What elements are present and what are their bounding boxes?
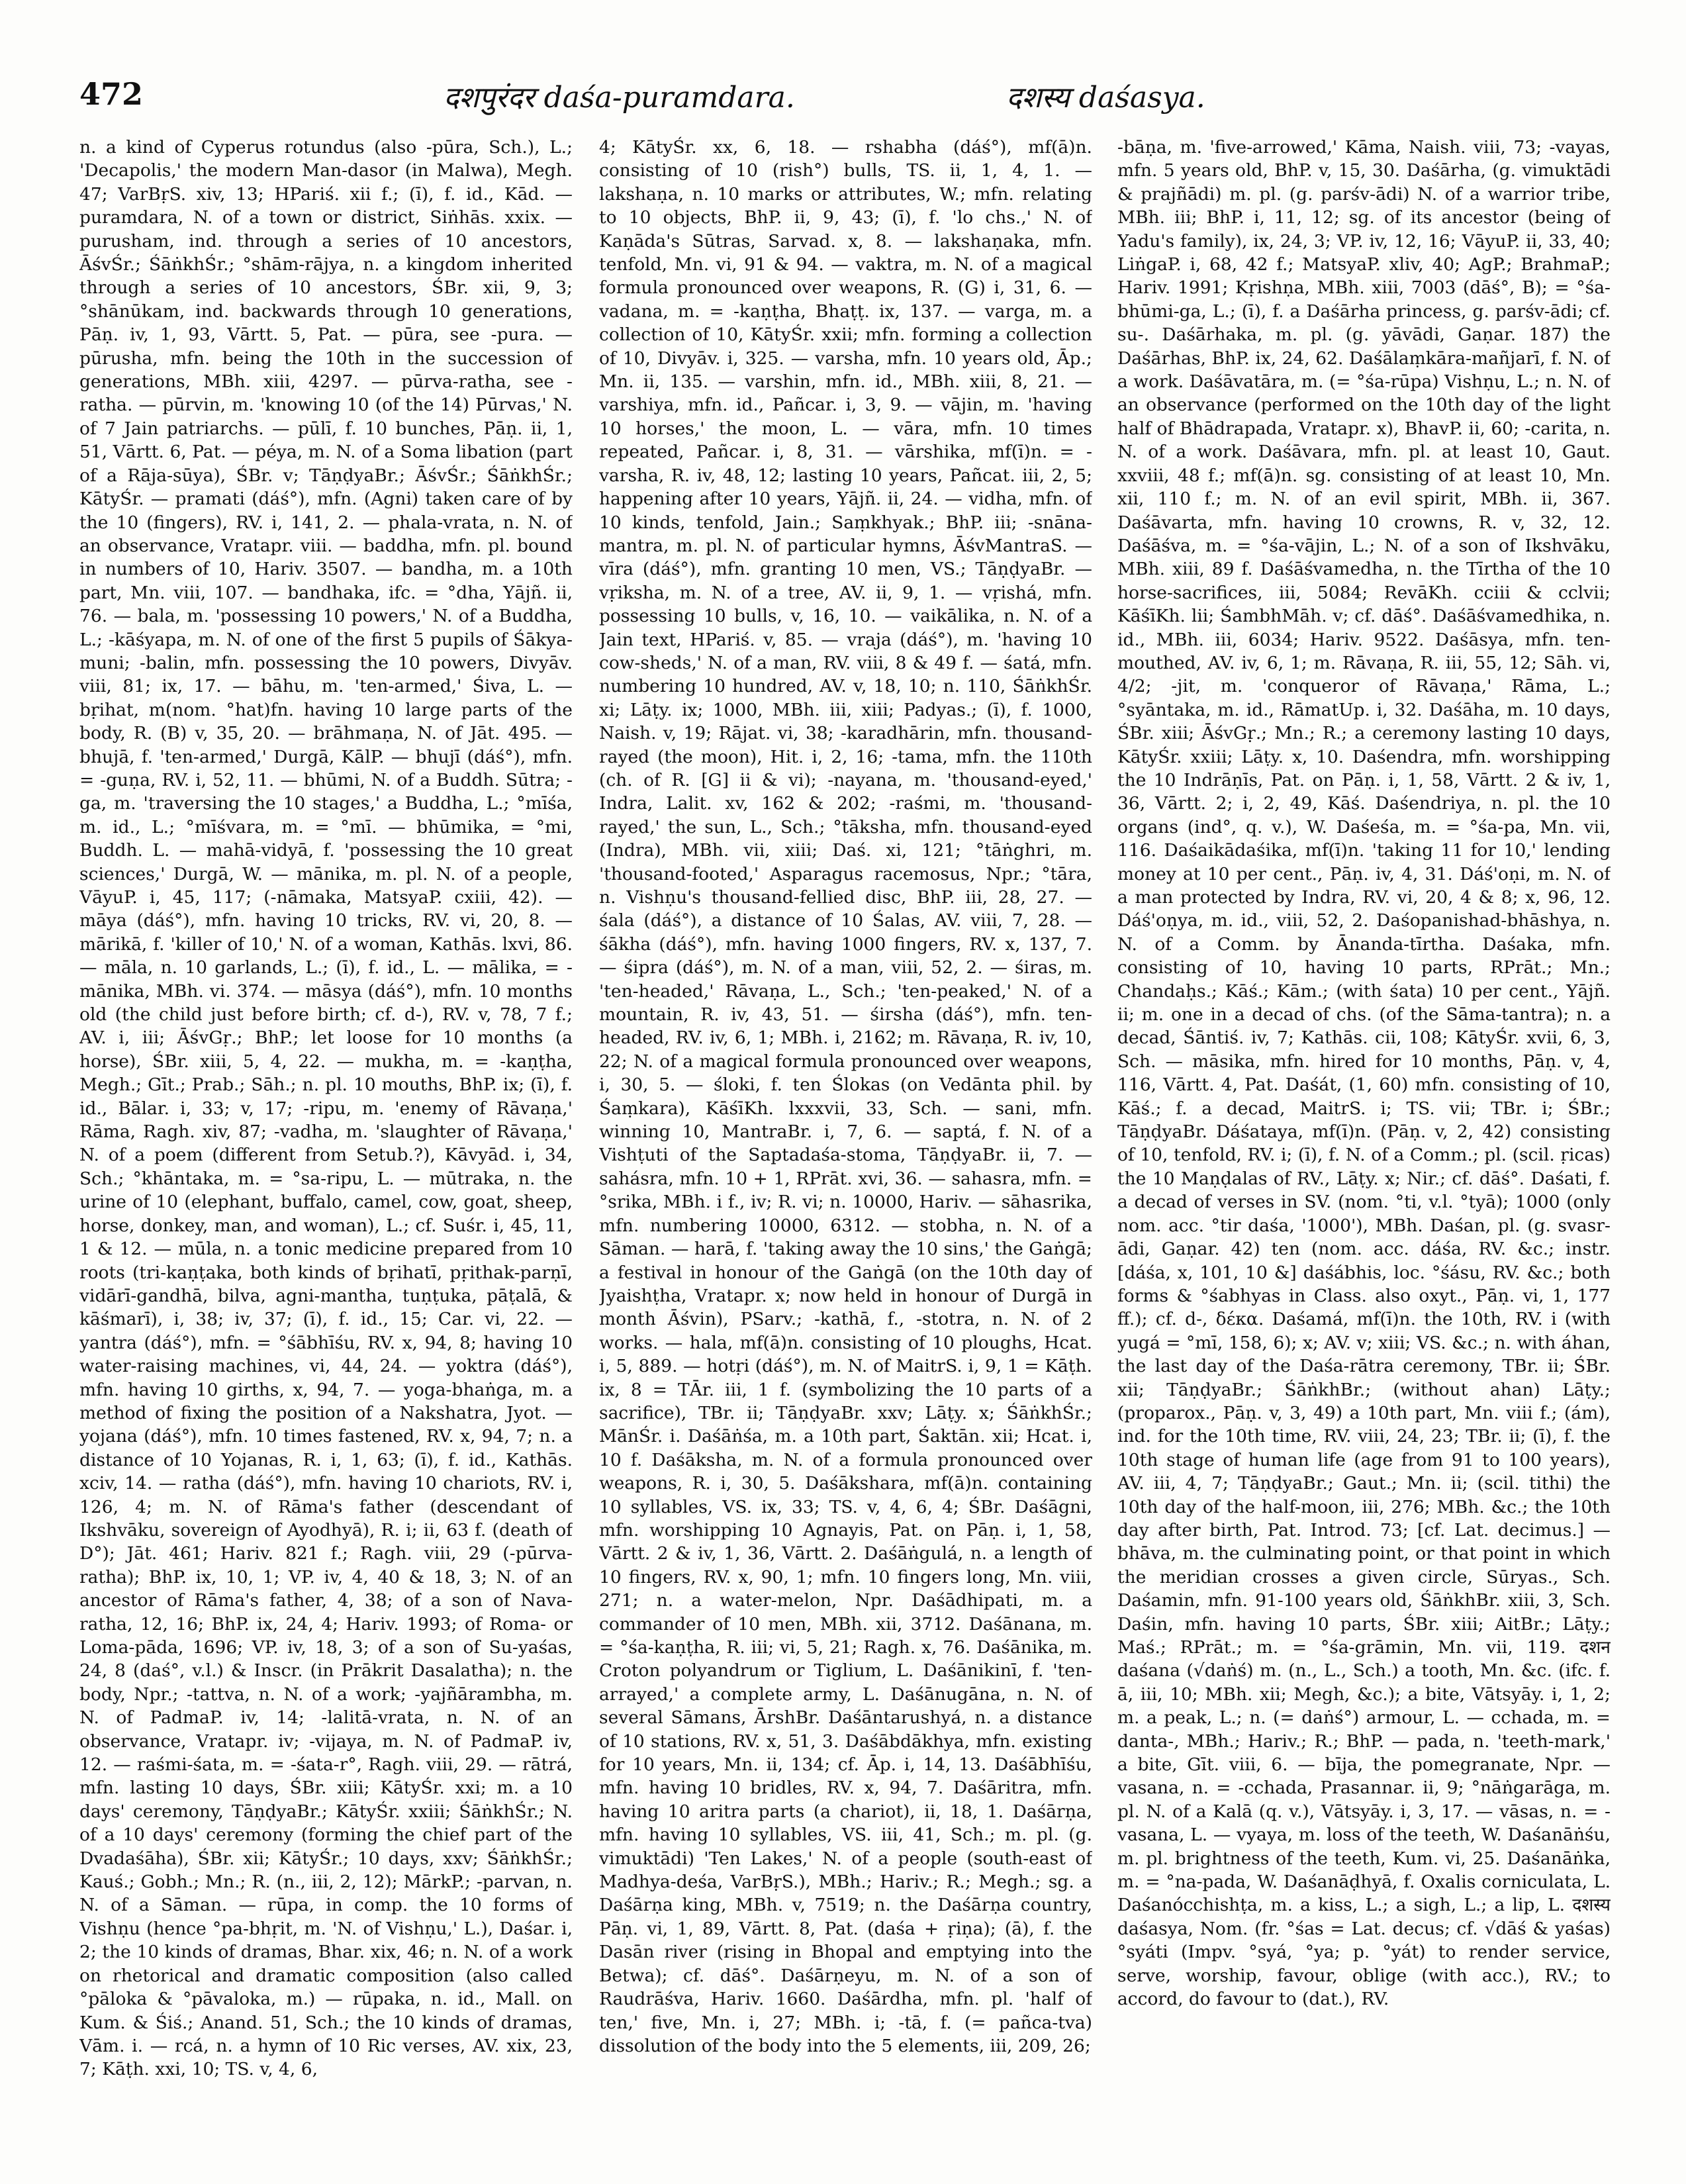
column-1 [79, 136, 573, 2155]
column-3-text: -bāṇa, m. 'five-arrowed,' Kāma, Naish. viii, 73; -vayas, mfn. 5 years old, BhP. v, 15, 30. Daśārha, (g. vimuktādi & prajñādi) m. pl. (g. parśv-ādi) N. of a warrior tribe, MBh. iii; BhP. i, 11, 12; sg. of its ancestor (being of Yadu's family), ix, 24, 3; VP. iv, 12, 16; VāyuP. ii, 33, 40; LiṅgaP. i, 68, 42 f.; MatsyaP. xliv, 40; AgP.; BrahmaP.; Hariv. 1991; Kṛishṇa, MBh. xiii, 7003 (dāś°, B); = °śa-bhūmi-ga, L.; (ī), f. a Daśārha princess, g. parśv-ādi; cf. su-. Daśārhaka, m. pl. (g. yāvādi, Gaṇar. 187) the Daśārhas, BhP. ix, 24, 62. Daśālaṃkāra-mañjarī, f. N. of a work. Daśāvatāra, m. (= °śa-rūpa) Vishṇu, L.; n. N. of an observance (performed on the 10th day of the light half of Bhādrapada, Vratapr. x), BhavP. ii, 60; -carita, n. N. of a work. Daśāvara, mfn. pl. at least 10, Gaut. xxviii, 48 f.; mf(ā)n. sg. consisting of at least 10, Mn. xii, 110 f.; m. N. of an evil spirit, MBh. ii, 367. Daśāvarta, mfn. having 10 crowns, R. v, 32, 12. Daśāśva, m. = °śa-vājin, L.; N. of a son of Ikshvāku, MBh. xiii, 89 f. Daśāśvamedha, n. the Tīrtha of the 10 horse-sacrifices, iii, 5084; RevāKh. cciii & cclvii; KāśīKh. lii; ŚambhMāh. v; cf. dāś°. Daśāśvamedhika, n. id., MBh. iii, 6034; Hariv. 9522. Daśāsya, mfn. ten-mouthed, AV. iv, 6, 1; m. Rāvaṇa, R. iii, 55, 12; Sāh. vi, 4/2; -jit, m. 'conqueror of Rāvaṇa,' Rāma, L.; °syāntaka, m. id., RāmatUp. i, 32. Daśāha, m. 10 days, ŚBr. xiii; ĀśvGṛ.; Mn.; R.; a ceremony lasting 10 days, KātyŚr. xxiii; Lāṭy. x, 10. Daśendra, mfn. worshipping the 10 Indrāṇīs, Pat. on Pāṇ. i, 1, 58, Vārtt. 2 & iv, 1, 36, Vārtt. 2; i, 2, 49, Kāś. Daśendriya, n. pl. the 10 organs (ind°, q. v.), W. Daśeśa, m. = °śa-pa, Mn. vii, 116. Daśaikādaśika, mf(ī)n. 'taking 11 for 10,' lending money at 10 per cent., Pāṇ. iv, 4, 31. Dáś'oṇi, m. N. of a man protected by Indra, RV. vi, 20, 4 & 8; x, 96, 12. Dáś'oṇya, m. id., viii, 52, 2. Daśopanishad-bhāshya, n. N. of a Comm. by Ānanda-tīrtha. Daśaka, mfn. consisting of 10, having 10 parts, RPrāt.; Mn.; Chandaḥs.; Kāś.; Kām.; (with śata) 10 per cent., Yājñ. ii; m. one in a decad of chs. (of the Sāma-tantra); n. a decad, Śāntiś. iv, 7; Kathās. cii, 108; KātyŚr. xvii, 6, 3, Sch. — māsika, mfn. hired for 10 months, Pāṇ. v, 4, 116, Vārtt. 4, Pat. Daśát, (1, 60) mfn. consisting of 10, Kāś.; f. a decad, MaitrS. i; TS. vii; TBr. i; ŚBr.; TāṇḍyaBr. Dáśataya, mf(ī)n. (Pāṇ. v, 2, 42) consisting of 10, tenfold, RV. i; (ī), f. N. of a Comm.; pl. (scil. ṛicas) the 10 Maṇḍalas of RV., Lāṭy. x; Nir.; cf. dāś°. Daśati, f. a decad of verses in SV. (nom. °ti, v.l. °tyā); 1000 (only nom. acc. °tir daśa, '1000'), MBh. Daśan, pl. (g. svasr-ādi, Gaṇar. 42) ten (nom. acc. dáśa, RV. &c.; instr. [dáśa, x, 101, 10 &] daśábhis, loc. °śásu, RV. &c.; both forms & °śabhyas in Class. also oxyt., Pāṇ. vi, 1, 177 ff.); cf. d-, δέκα. Daśamá, mf(ī)n. the 10th, RV. i (with yugá = °mī, 158, 6); x; AV. v; xiii; VS. &c.; n. with áhan, the last day of the Daśa-rātra ceremony, TBr. ii; ŚBr. xii; TāṇḍyaBr.; ŚāṅkhBr.; (without ahan) Lāṭy.; (proparox., Pāṇ. v, 3, 49) a 10th part, Mn. viii f.; (ám), ind. for the 10th time, RV. viii, 24, 23; TBr. ii; (ī), f. the 10th stage of human life (age from 91 to 100 years), AV. iii, 4, 7; TāṇḍyaBr.; Gaut.; Mn. ii; (scil. tithi) the 10th day of the half-moon, iii, 276; MBh. &c.; the 10th day after birth, Pat. Introd. 73; [cf. Lat. decimus.] — bhāva, m. the culminating point, or that point in which the meridian crosses a given circle, Sūryas., Sch. Daśamin, mfn. 91-100 years old, ŚāṅkhBr. xiii, 3, Sch. Daśin, mfn. having 10 parts, ŚBr. xiii; AitBr.; Lāṭy.; Maś.; RPrāt.; m. = °śa-grāmin, Mn. vii, 119. दशन daśana (√daṅś) m. (n., L., Sch.) a tooth, Mn. &c. (ifc. f. ā, iii, 10; MBh. xii; Megh, &c.); a bite, Vātsyāy. i, 1, 2; m. a peak, L.; n. (= daṅś°) armour, L. — cchada, m. = danta-, MBh.; Hariv.; R.; BhP. — pada, n. 'teeth-mark,' a bite, Gīt. viii, 6. — bīja, the pomegranate, Npr. — vasana, n. = -cchada, Prasannar. ii, 9; °nāṅgarāga, m. pl. N. of a Kalā (q. v.), Vātsyāy. i, 3, 17. — vāsas, n. = -vasana, L. — vyaya, m. loss of the teeth, W. Daśanāṅśu, m. pl. brightness of the teeth, Kum. vi, 25. Daśanāṅka, m. = °na-pada, W. Daśanāḍhyā, f. Oxalis corniculata, L. Daśanócchishṭa, m. a kiss, L.; a sigh, L.; a lip, L. दशस्य daśasya, Nom. (fr. °śas = Lat. decus; cf. √dāś & yaśas) °syáti (Impv. °syá, °ya; p. °yát) to render service, serve, worship, favour, oblige (with acc.), RV.; to accord, do favour to (dat.), RV. [1117, 137, 1611, 2010]
column-3 [1117, 136, 1611, 2155]
running-header [79, 76, 1622, 122]
column-2 [599, 136, 1092, 2155]
page-number: 472 [79, 76, 144, 112]
right-running-head: दशस्य daśasya. [1006, 81, 1205, 115]
column-1-text: n. a kind of Cyperus rotundus (also -pūra, Sch.), L.; 'Decapolis,' the modern Man-dasor (in Malwa), Megh. 47; VarBṛS. xiv, 13; HPariś. xii f.; (ī), f. id., Kād. — puramdara, N. of a town or district, Siṅhās. xxix. — purusham, ind. through a series of 10 ancestors, ĀśvŚr.; ŚāṅkhŚr.; °shām-rājya, n. a kingdom inherited through a series of 10 ancestors, ŚBr. xii, 9, 3; °shānūkam, ind. backwards through 10 generations, Pāṇ. iv, 1, 93, Vārtt. 5, Pat. — pūra, see -pura. — pūrusha, mfn. being the 10th in the succession of generations, MBh. xiii, 4297. — pūrva-ratha, see -ratha. — pūrvin, m. 'knowing 10 (of the 14) Pūrvas,' N. of 7 Jain patriarchs. — pūlī, f. 10 bunches, Pāṇ. ii, 1, 51, Vārtt. 6, Pat. — péya, m. N. of a Soma libation (part of a Rāja-sūya), ŚBr. v; TāṇḍyaBr.; ĀśvŚr.; ŚāṅkhŚr.; KātyŚr. — pramati (dáś°), mfn. (Agni) taken care of by the 10 (fingers), RV. i, 141, 2. — phala-vrata, n. N. of an observance, Vratapr. viii. — baddha, mfn. pl. bound in numbers of 10, Hariv. 3507. — bandha, m. a 10th part, Mn. viii, 107. — bandhaka, ifc. = °dha, Yājñ. ii, 76. — bala, m. 'possessing 10 powers,' N. of a Buddha, L.; -kāśyapa, m. N. of one of the first 5 pupils of Śākya-muni; -balin, mfn. possessing the 10 powers, Divyāv. viii, 81; ix, 17. — bāhu, m. 'ten-armed,' Śiva, L. — bṛihat, m(nom. °hat)fn. having 10 large parts of the body, R. (B) v, 35, 20. — brāhmaṇa, N. of Jāt. 495. — bhujā, f. 'ten-armed,' Durgā, KālP. — bhujī (dáś°), mfn. = -guṇa, RV. i, 52, 11. — bhūmi, N. of a Buddh. Sūtra; -ga, m. 'traversing the 10 stages,' a Buddha, L.; °mīśa, m. id., L.; °mīśvara, m. = °mī. — bhūmika, = °mi, Buddh. L. — mahā-vidyā, f. 'possessing the 10 great sciences,' Durgā, W. — mānika, m. pl. N. of a people, VāyuP. i, 45, 117; (-nāmaka, MatsyaP. cxiii, 42). — māya (dáś°), mfn. having 10 tricks, RV. vi, 20, 8. — mārikā, f. 'killer of 10,' N. of a woman, Kathās. lxvi, 86. — māla, n. 10 garlands, L.; (ī), f. id., L. — mālika, = -mānika, MBh. vi. 374. — māsya (dáś°), mfn. 10 months old (the child just before birth; cf. d-), RV. v, 78, 7 f.; AV. i, iii; ĀśvGṛ.; BhP.; let loose for 10 months (a horse), ŚBr. xiii, 5, 4, 22. — mukha, m. = -kaṇṭha, Megh.; Gīt.; Prab.; Sāh.; n. pl. 10 mouths, BhP. ix; (ī), f. id., Bālar. i, 33; v, 17; -ripu, m. 'enemy of Rāvaṇa,' Rāma, Ragh. xiv, 87; -vadha, m. 'slaughter of Rāvaṇa,' N. of a poem (different from Setub.?), Kāvyād. i, 34, Sch.; °khāntaka, m. = °sa-ripu, L. — mūtraka, n. the urine of 10 (elephant, buffalo, camel, cow, goat, sheep, horse, donkey, man, and woman), L.; cf. Suśr. i, 45, 11, 1 & 12. — mūla, n. a tonic medicine prepared from 10 roots (tri-kaṇṭaka, both kinds of bṛihatī, pṛithak-parṇī, vidārī-gandhā, bilva, agni-mantha, tuṇṭuka, pāṭalā, & kāśmarī), i, 38; iv, 37; (ī), f. id., 15; Car. vi, 22. — yantra (dáś°), mfn. = °śābhīśu, RV. x, 94, 8; having 10 water-raising machines, vi, 44, 24. — yoktra (dáś°), mfn. having 10 girths, x, 94, 7. — yoga-bhaṅga, m. a method of fixing the position of a Nakshatra, Jyot. — yojana (dáś°), mfn. 10 times fastened, RV. x, 94, 7; n. a distance of 10 Yojanas, R. i, 1, 63; (ī), f. id., Kathās. xciv, 14. — ratha (dáś°), mfn. having 10 chariots, RV. i, 126, 4; m. N. of Rāma's father (descendant of Ikshvāku, sovereign of Ayodhyā), R. i; ii, 63 f. (death of D°); Jāt. 461; Hariv. 821 f.; Ragh. viii, 29 (-pūrva-ratha); BhP. ix, 10, 1; VP. iv, 4, 40 & 18, 3; N. of an ancestor of Rāma's father, 4, 38; of a son of Nava-ratha, 12, 16; BhP. ix, 24, 4; Hariv. 1993; of Roma- or Loma-pāda, 1696; VP. iv, 18, 3; of a son of Su-yaśas, 24, 8 (daś°, v.l.) & Inscr. (in Prākrit Dasalatha); n. the body, Npr.; -tattva, n. N. of a work; -yajñārambha, m. N. of PadmaP. iv, 14; -lalitā-vrata, n. N. of an observance, Vratapr. iv; -vijaya, m. N. of PadmaP. iv, 12. — raśmi-śata, m. = -śata-r°, Ragh. viii, 29. — rātrá, mfn. lasting 10 days, ŚBr. xiii; KātyŚr. xxi; m. a 10 days' ceremony, TāṇḍyaBr.; KātyŚr. xxiii; ŚāṅkhŚr.; N. of a 10 days' ceremony (forming the chief part of the Dvadaśāha), ŚBr. xii; KātyŚr.; 10 days, xxv; ŚāṅkhŚr.; Kauś.; Gobh.; Mn.; R. (n., iii, 2, 12); MārkP.; -parvan, n. N. of a Sāman. — rūpa, in comp. the 10 forms of Vishṇu (hence °pa-bhṛit, m. 'N. of Vishṇu,' L.), Daśar. i, 2; the 10 kinds of dramas, Bhar. xix, 46; n. N. of a work on rhetorical and dramatic composition (also called °pāloka & °pāvaloka, m.) — rūpaka, n. id., Mall. on Kum. & Śiś.; Anand. 51, Sch.; the 10 kinds of dramas, Vām. i. — rcá, n. a hymn of 10 Ric verses, AV. xix, 23, 7; Kāṭh. xxi, 10; TS. v, 4, 6, [79, 137, 573, 2080]
column-2-text: 4; KātyŚr. xx, 6, 18. — rshabha (dáś°), mf(ā)n. consisting of 10 (rish°) bulls, TS. ii, 1, 4, 1. — lakshaṇa, n. 10 marks or attributes, W.; mfn. relating to 10 objects, BhP. ii, 9, 43; (ī), f. 'lo chs.,' N. of Kaṇāda's Sūtras, Sarvad. x, 8. — lakshaṇaka, mfn. tenfold, Mn. vi, 91 & 94. — vaktra, m. N. of a magical formula pronounced over weapons, R. (G) i, 31, 6. — vadana, m. = -kaṇṭha, Bhaṭṭ. ix, 137. — varga, m. a collection of 10, KātyŚr. xxii; mfn. forming a collection of 10, Divyāv. i, 325. — varsha, mfn. 10 years old, Āp.; Mn. ii, 135. — varshin, mfn. id., MBh. xiii, 8, 21. — varshiya, mfn. id., Pañcar. i, 3, 9. — vājin, m. 'having 10 horses,' the moon, L. — vāra, mfn. 10 times repeated, Pañcar. i, 8, 31. — vārshika, mf(ī)n. = -varsha, R. iv, 48, 12; lasting 10 years, Pañcat. iii, 2, 5; happening after 10 years, Yājñ. ii, 24. — vidha, mfn. of 10 kinds, tenfold, Jain.; Saṃkhyak.; BhP. iii; -snāna-mantra, m. pl. N. of particular hymns, ĀśvMantraS. — vīra (dáś°), mfn. granting 10 men, VS.; TāṇḍyaBr. — vṛiksha, m. N. of a tree, AV. ii, 9, 1. — vṛishá, mfn. possessing 10 bulls, v, 16, 10. — vaikālika, n. N. of a Jain text, HPariś. v, 85. — vraja (dáś°), m. 'having 10 cow-sheds,' N. of a man, RV. viii, 8 & 49 f. — śatá, mfn. numbering 10 hundred, AV. v, 18, 10; n. 110, ŚāṅkhŚr. xi; Lāṭy. ix; 1000, MBh. iii, xiii; Padyas.; (ī), f. 1000, Naish. v, 19; Rājat. vi, 38; -karadhārin, mfn. thousand-rayed (the moon), Hit. i, 2, 16; -tama, mfn. the 110th (ch. of R. [G] ii & vi); -nayana, m. 'thousand-eyed,' Indra, Lalit. xv, 162 & 202; -raśmi, m. 'thousand-rayed,' the sun, L., Sch.; °tāksha, mfn. thousand-eyed (Indra), MBh. vii, xiii; Daś. xi, 121; °tāṅghri, m. 'thousand-footed,' Asparagus racemosus, Npr.; °tāra, n. Vishṇu's thousand-fellied disc, BhP. iii, 28, 27. — śala (dáś°), a distance of 10 Śalas, AV. viii, 7, 28. — śākha (dáś°), mfn. having 1000 fingers, RV. x, 137, 7. — śipra (dáś°), m. N. of a man, viii, 52, 2. — śiras, m. 'ten-headed,' Rāvaṇa, L., Sch.; 'ten-peaked,' N. of a mountain, R. iv, 43, 51. — śirsha (dáś°), mfn. ten-headed, RV. iv, 6, 1; MBh. i, 2162; m. Rāvaṇa, R. iv, 10, 22; N. of a magical formula pronounced over weapons, i, 30, 5. — śloki, f. ten Ślokas (on Vedānta phil. by Śaṃkara), KāśīKh. lxxxvii, 33, Sch. — sani, mfn. winning 10, MantraBr. i, 7, 6. — saptá, f. N. of a Vishṭuti of the Saptadaśa-stoma, TāṇḍyaBr. ii, 7. — sahásra, mfn. 10 + 1, RPrāt. xvi, 36. — sahasra, mfn. = °srika, MBh. i f., iv; R. vi; n. 10000, Hariv. — sāhasrika, mfn. numbering 10000, 6312. — stobha, n. N. of a Sāman. — harā, f. 'taking away the 10 sins,' the Gaṅgā; a festival in honour of the Gaṅgā (on the 10th day of Jyaishṭha, Vratapr. x; now held in honour of Durgā in month Āśvin), PSarv.; -kathā, f., -stotra, n. N. of 2 works. — hala, mf(ā)n. consisting of 10 ploughs, Hcat. i, 5, 889. — hotṛi (dáś°), m. N. of MaitrS. i, 9, 1 = Kāṭh. ix, 8 = TĀr. iii, 1 f. (symbolizing the 10 parts of a sacrifice), TBr. ii; TāṇḍyaBr. xxv; Lāṭy. x; ŚāṅkhŚr.; MānŚr. i. Daśāṅśa, m. a 10th part, Śaktān. xii; Hcat. i, 10 f. Daśāksha, m. N. of a formula pronounced over weapons, R. i, 30, 5. Daśākshara, mf(ā)n. containing 10 syllables, VS. ix, 33; TS. v, 4, 6, 4; ŚBr. Daśāgni, mfn. worshipping 10 Agnayis, Pat. on Pāṇ. i, 1, 58, Vārtt. 2 & iv, 1, 36, Vārtt. 2. Daśāṅgulá, n. a length of 10 fingers, RV. x, 90, 1; mfn. 10 fingers long, Mn. viii, 271; n. a water-melon, Npr. Daśādhipati, m. a commander of 10 men, MBh. xii, 3712. Daśānana, m. = °śa-kaṇṭha, R. iii; vi, 5, 21; Ragh. x, 76. Daśānika, m. Croton polyandrum or Tiglium, L. Daśānikinī, f. 'ten-arrayed,' a complete army, L. Daśānugāna, n. N. of several Sāmans, ĀrshBr. Daśāntarushyá, n. a distance of 10 stations, RV. x, 51, 3. Daśābdākhya, mfn. existing for 10 years, Mn. ii, 134; cf. Āp. i, 14, 13. Daśābhīśu, mfn. having 10 bridles, RV. x, 94, 7. Daśāritra, mfn. having 10 aritra parts (a chariot), ii, 18, 1. Daśārṇa, mfn. having 10 syllables, VS. iii, 41, Sch.; m. pl. (g. vimuktādi) 'Ten Lakes,' N. of a people (south-east of Madhya-deśa, VarBṛS.), MBh.; Hariv.; R.; Megh.; sg. a Daśārṇa king, MBh. v, 7519; n. the Daśārṇa country, Pāṇ. vi, 1, 89, Vārtt. 8, Pat. (daśa + ṛiṇa); (ā), f. the Dasān river (rising in Bhopal and emptying into the Betwa); cf. dāś°. Daśārṇeyu, m. N. of a son of Raudrāśva, Hariv. 1660. Daśārdha, mfn. pl. 'half of ten,' five, Mn. i, 27; MBh. i; -tā, f. (= pañca-tva) dissolution of the body into the 5 elements, iii, 209, 26; [599, 137, 1092, 2056]
left-running-head: दशपुरंदर daśa-puramdara. [444, 81, 795, 115]
